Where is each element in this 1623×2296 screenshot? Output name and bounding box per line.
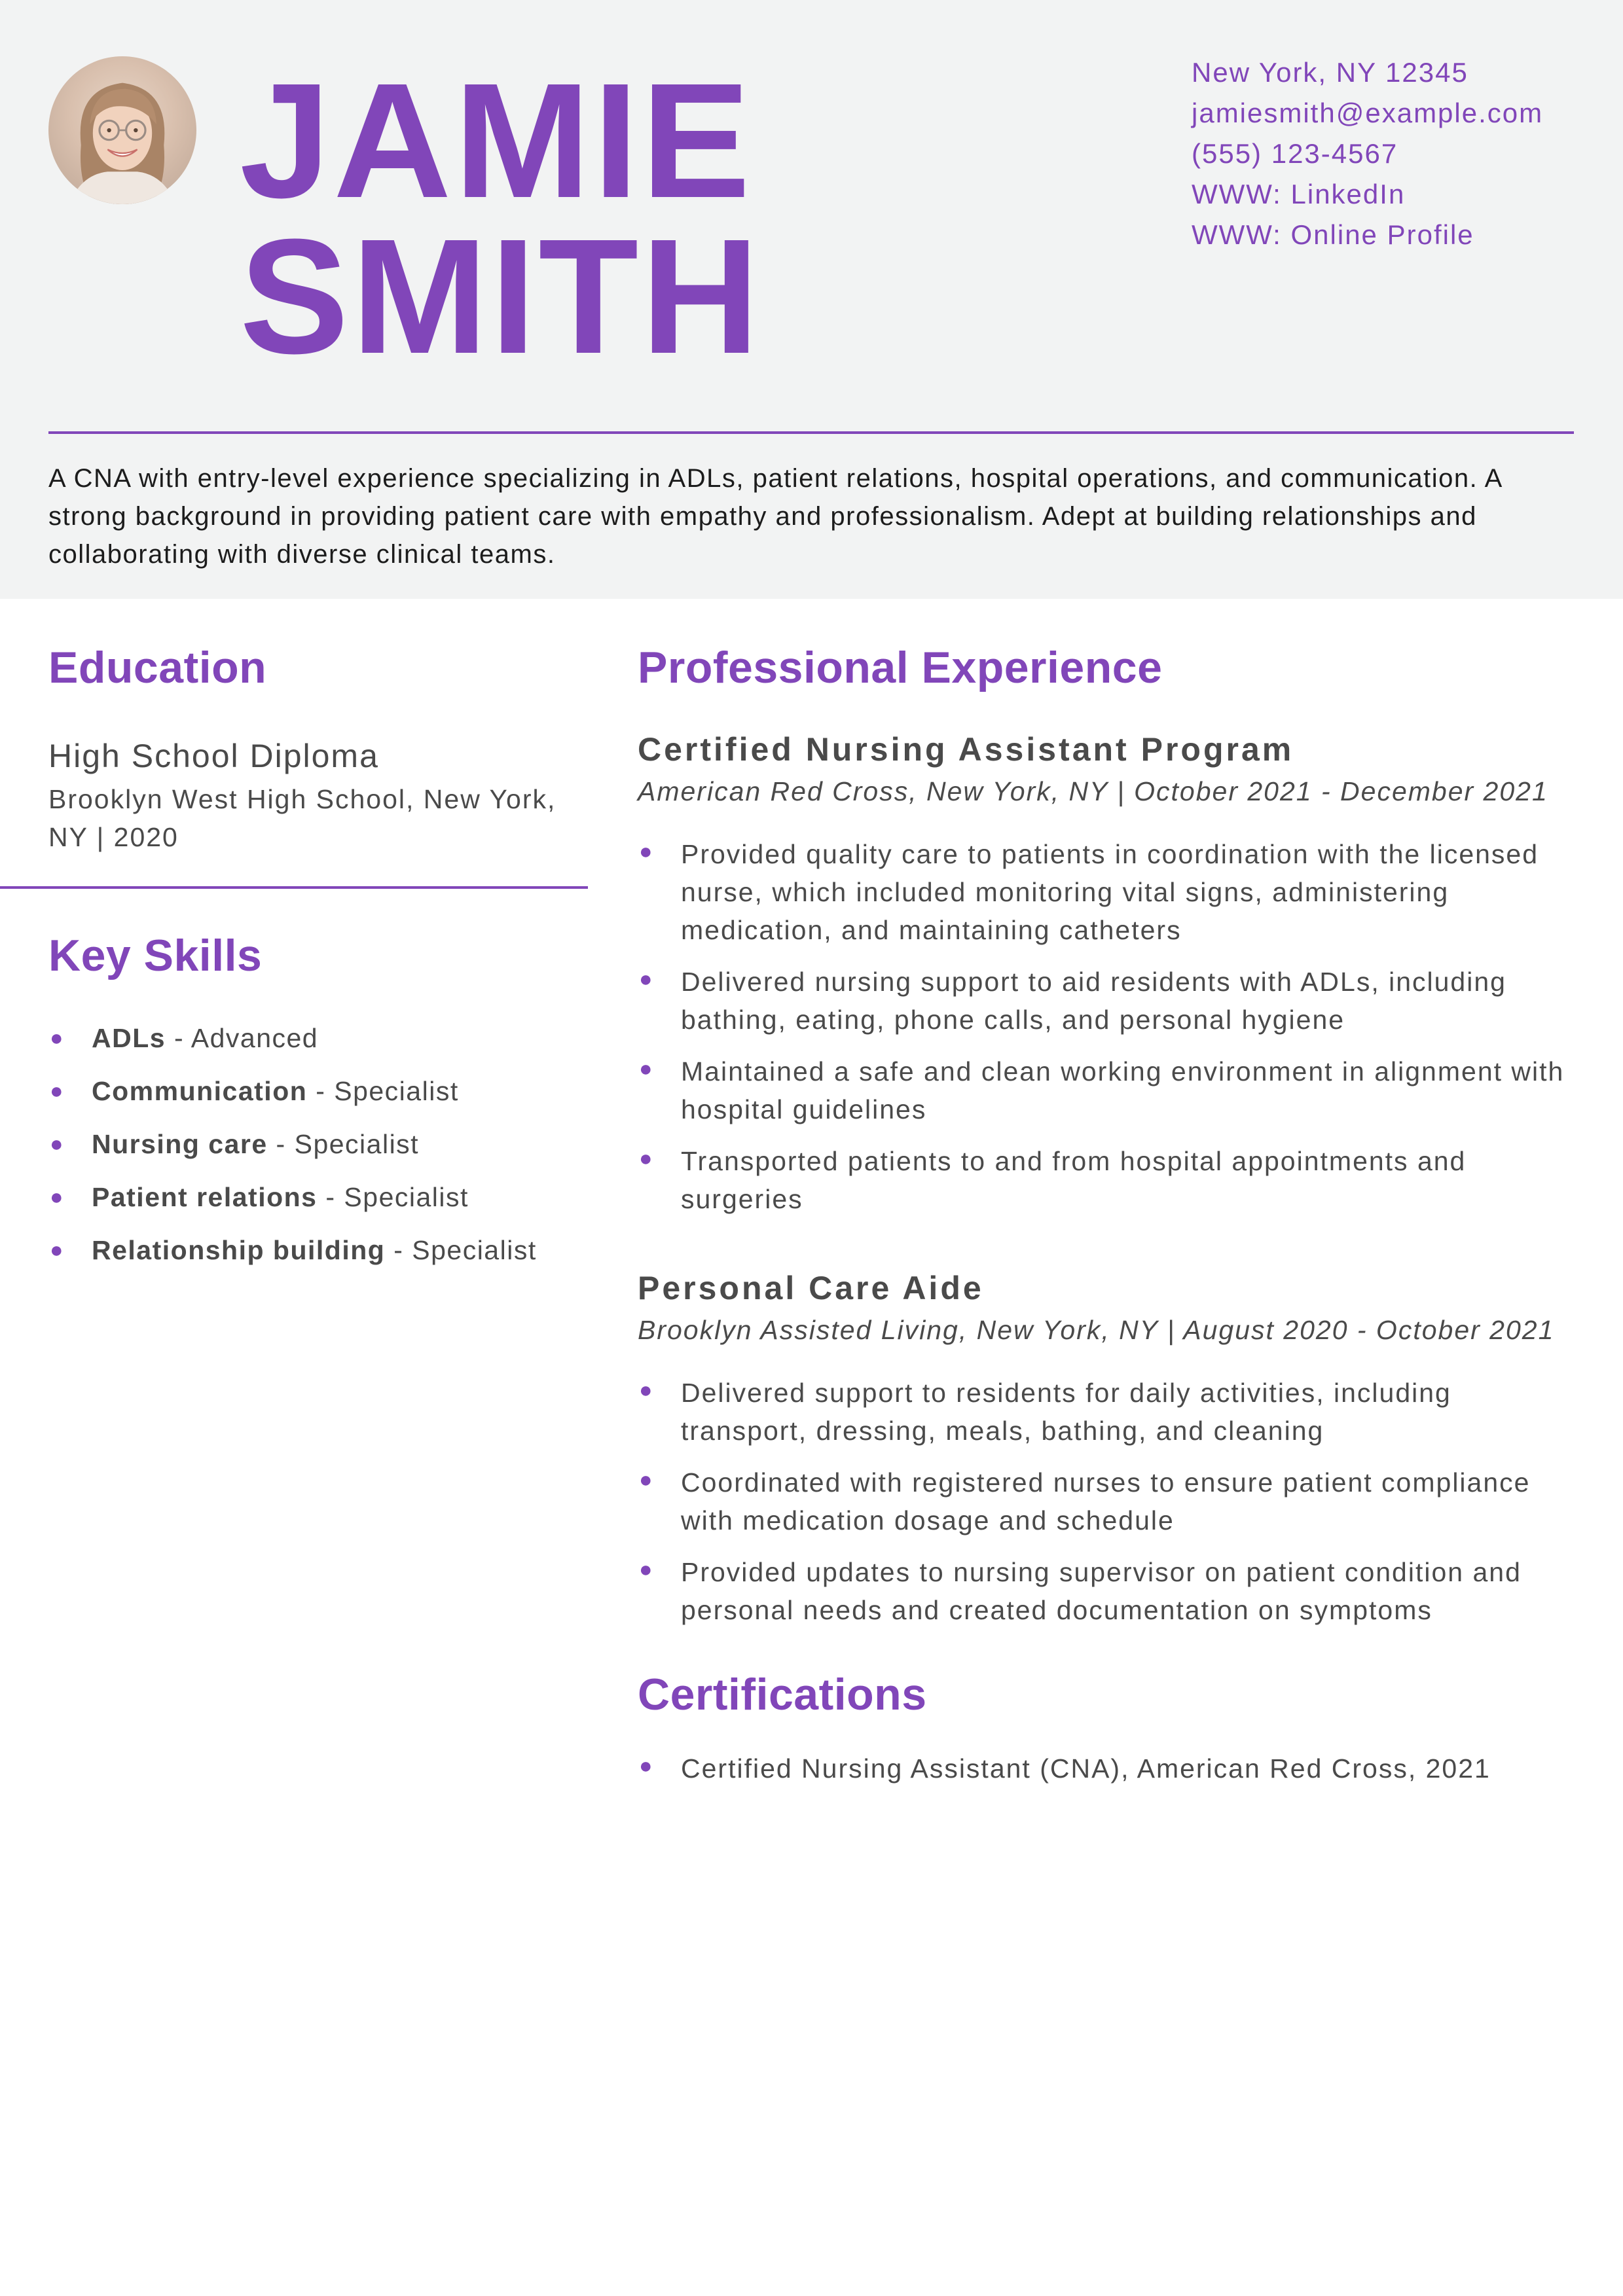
job-bullet <box>638 835 1580 949</box>
job-bullet <box>638 1052 1580 1128</box>
bullet-dot-icon: ● <box>50 1185 65 1210</box>
certification-item <box>638 1749 1580 1787</box>
header-divider <box>48 431 1574 434</box>
job-bullets <box>638 1374 1580 1629</box>
contact-linkedin-link[interactable]: WWW: LinkedIn <box>1192 179 1406 209</box>
bullet-dot-icon: ● <box>639 967 654 992</box>
contact-profile-link[interactable]: WWW: Online Profile <box>1192 219 1474 250</box>
job-title: Personal Care Aide <box>638 1270 984 1306</box>
contact-info <box>1192 52 1543 255</box>
skill-name: ADLs <box>92 1023 166 1053</box>
bullet-dot-icon: ● <box>50 1238 65 1263</box>
job-title: Certified Nursing Assistant Program <box>638 731 1294 768</box>
skill-level: - Advanced <box>166 1023 319 1053</box>
bullet-text: Transported patients to and from hospital appointments and surgeries <box>681 1146 1467 1214</box>
bullet-text: Coordinated with registered nurses to ensure patient compliance with medication dosage and schedule <box>681 1467 1531 1535</box>
skill-level: - Specialist <box>317 1182 469 1212</box>
job-bullets <box>638 835 1580 1218</box>
last-name: SMITH <box>240 205 762 387</box>
profile-photo <box>48 56 196 204</box>
bullet-text: Provided quality care to patients in coordination with the licensed nurse, which included monitoring vital signs, administering medication, and maintaining catheters <box>681 839 1539 945</box>
contact-phone[interactable]: (555) 123-4567 <box>1192 138 1398 169</box>
job-bullet <box>638 963 1580 1039</box>
bullet-text: Delivered support to residents for daily activities, including transport, dressing, meals, bathing, and cleaning <box>681 1378 1451 1446</box>
education-section <box>48 628 585 856</box>
person-photo-icon <box>48 56 196 204</box>
bullet-dot-icon: ● <box>639 1557 654 1582</box>
key-skills-heading: Key Skills <box>48 931 263 980</box>
bullet-text: Provided updates to nursing supervisor on patient condition and personal needs and created documentation on symptoms <box>681 1557 1522 1625</box>
skill-name: Nursing care <box>92 1129 268 1159</box>
bullet-dot-icon: ● <box>639 839 654 864</box>
bullet-dot-icon: ● <box>639 1146 654 1171</box>
job-bullet <box>638 1142 1580 1218</box>
job-meta: American Red Cross, New York, NY | October 2021 - December 2021 <box>638 776 1548 806</box>
job-meta: Brooklyn Assisted Living, New York, NY | August 2020 - October 2021 <box>638 1315 1555 1345</box>
certifications-heading: Certifications <box>638 1670 927 1719</box>
contact-email[interactable]: jamiesmith@example.com <box>1192 98 1544 128</box>
bullet-dot-icon: ● <box>50 1079 65 1103</box>
skill-item <box>48 1012 585 1065</box>
bullet-dot-icon: ● <box>639 1753 654 1778</box>
certifications-list <box>638 1749 1580 1787</box>
job-bullet <box>638 1374 1580 1450</box>
education-heading: Education <box>48 643 267 692</box>
bullet-dot-icon: ● <box>639 1467 654 1492</box>
experience-section <box>638 628 1580 1801</box>
bullet-text: Maintained a safe and clean working environment in alignment with hospital guidelines <box>681 1056 1565 1124</box>
skill-level: - Specialist <box>385 1235 537 1265</box>
skill-level: - Specialist <box>267 1129 420 1159</box>
skill-name: Communication <box>92 1076 308 1106</box>
professional-summary: A CNA with entry-level experience specializing in ADLs, patient relations, hospital operations, and communication. A strong background in providing patient care with empathy and professionalism. Adept at building relationships and collaborating with diverse clinical teams. <box>48 464 1502 569</box>
job-bullet <box>638 1553 1580 1629</box>
candidate-name <box>240 49 762 387</box>
education-school: Brooklyn West High School, New York, NY | 2020 <box>48 784 556 852</box>
skill-name: Relationship building <box>92 1235 386 1265</box>
certification-text: Certified Nursing Assistant (CNA), American Red Cross, 2021 <box>681 1753 1491 1784</box>
education-degree: High School Diploma <box>48 738 379 774</box>
skill-item <box>48 1118 585 1171</box>
bullet-text: Delivered nursing support to aid residents with ADLs, including bathing, eating, phone calls, and personal hygiene <box>681 967 1506 1035</box>
skill-item <box>48 1171 585 1224</box>
bullet-dot-icon: ● <box>50 1026 65 1050</box>
skills-list <box>48 1012 585 1277</box>
key-skills-section <box>48 916 585 1277</box>
experience-heading: Professional Experience <box>638 643 1163 692</box>
skill-name: Patient relations <box>92 1182 318 1212</box>
bullet-dot-icon: ● <box>50 1132 65 1157</box>
job-entry <box>638 1265 1580 1629</box>
contact-address: New York, NY 12345 <box>1192 57 1468 88</box>
job-bullet <box>638 1463 1580 1539</box>
bullet-dot-icon: ● <box>639 1056 654 1081</box>
skill-item <box>48 1065 585 1118</box>
skill-item <box>48 1224 585 1277</box>
first-name: JAMIE <box>240 49 754 232</box>
job-entry <box>638 726 1580 1218</box>
left-column-divider <box>0 886 588 889</box>
bullet-dot-icon: ● <box>639 1378 654 1403</box>
skill-level: - Specialist <box>307 1076 459 1106</box>
